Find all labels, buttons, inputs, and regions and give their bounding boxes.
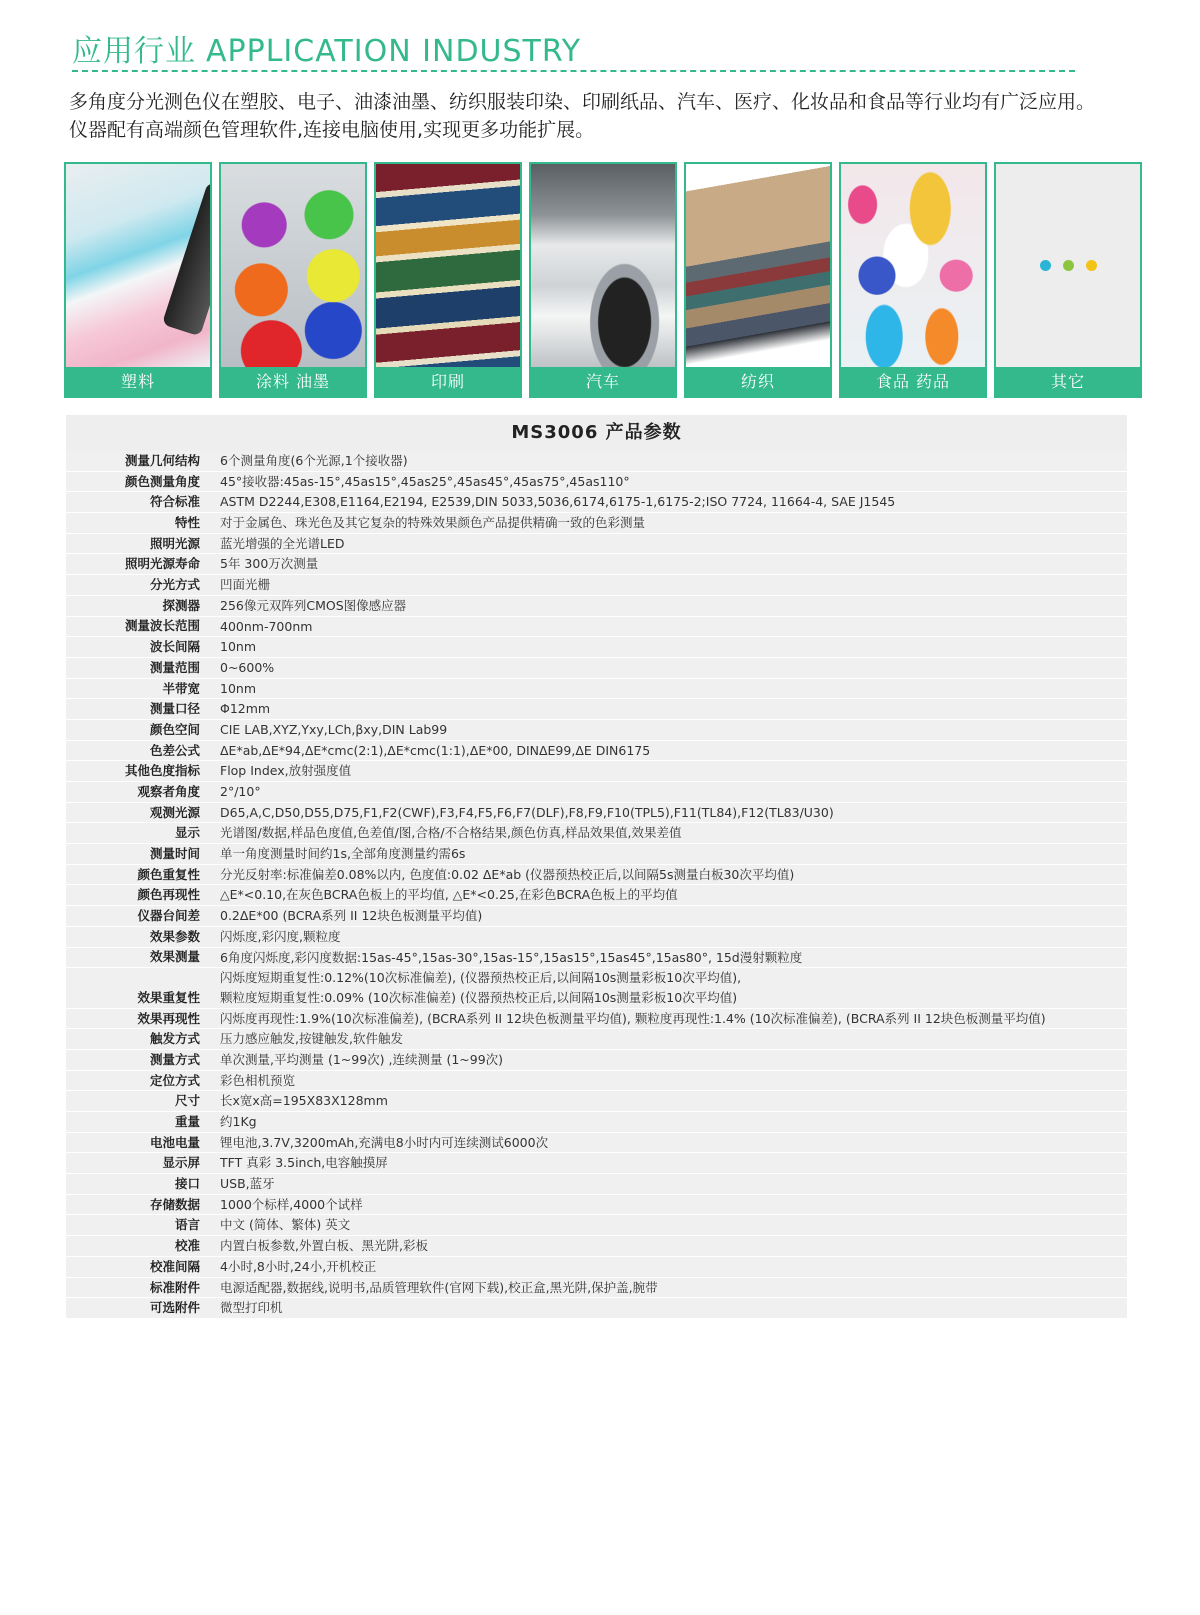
spec-rows bbox=[66, 451, 1127, 1319]
stacked-books-image bbox=[376, 164, 520, 367]
spec-value-line: 彩色相机预览 bbox=[220, 1072, 296, 1088]
spec-value-line: 内置白板参数,外置白板、黑光阱,彩板 bbox=[220, 1238, 428, 1254]
spec-key: 观测光源 bbox=[149, 804, 200, 820]
spec-row bbox=[66, 1112, 1127, 1133]
spec-key: 校准间隔 bbox=[149, 1258, 200, 1274]
folded-fabrics-image bbox=[686, 164, 830, 367]
spec-key: 效果重复性 bbox=[137, 989, 200, 1005]
dot-green bbox=[1063, 260, 1074, 271]
spec-value bbox=[220, 1278, 1127, 1298]
spec-row bbox=[66, 948, 1127, 969]
spec-value bbox=[220, 968, 1127, 1007]
spec-key: 显示屏 bbox=[162, 1155, 200, 1171]
industry-label: 汽车 bbox=[531, 367, 675, 396]
spec-value-line: 闪烁度再现性:1.9%(10次标准偏差), (BCRA系列 II 12块色板测量平均值), 颗粒度再现性:1.4% (10次标准偏差), (BCRA系列 II 12块色板测量平均值) bbox=[220, 1010, 1046, 1026]
spec-value-line: 10nm bbox=[220, 639, 257, 655]
industry-label: 其它 bbox=[996, 367, 1140, 396]
spec-value bbox=[220, 1112, 1127, 1132]
spec-key: 仪器台间差 bbox=[137, 908, 200, 924]
spec-row bbox=[66, 575, 1127, 596]
spec-row bbox=[66, 699, 1127, 720]
spec-key: 探测器 bbox=[162, 597, 200, 613]
spec-row bbox=[66, 1029, 1127, 1050]
spec-key: 测量方式 bbox=[149, 1051, 200, 1067]
spec-key: 效果参数 bbox=[149, 928, 200, 944]
industry-label: 纺织 bbox=[686, 367, 830, 396]
spec-value-line: 电源适配器,数据线,说明书,品质管理软件(官网下载),校正盒,黑光阱,保护盖,腕带 bbox=[220, 1279, 658, 1295]
spec-value bbox=[220, 927, 1127, 947]
spec-value-line: 10nm bbox=[220, 680, 257, 696]
spec-value-line: △E*<0.10,在灰色BCRA色板上的平均值, △E*<0.25,在彩色BCRA色板上的平均值 bbox=[220, 887, 678, 903]
other-placeholder-image bbox=[996, 164, 1140, 367]
spec-value-line: Φ12mm bbox=[220, 701, 271, 717]
spec-row bbox=[66, 1195, 1127, 1216]
spec-key: 颜色重复性 bbox=[137, 866, 200, 882]
spec-row bbox=[66, 472, 1127, 493]
spec-value bbox=[220, 885, 1127, 905]
spec-row bbox=[66, 906, 1127, 927]
spec-value bbox=[220, 782, 1127, 802]
industry-card-automotive[interactable] bbox=[529, 162, 677, 398]
spec-value-line: 单一角度测量时间约1s,全部角度测量约需6s bbox=[220, 846, 466, 862]
spec-row bbox=[66, 720, 1127, 741]
spec-key: 颜色测量角度 bbox=[124, 473, 200, 489]
spec-value-line: 6角度闪烁度,彩闪度数据:15as-45°,15as-30°,15as-15°,15as15°,15as45°,15as80°, 15d漫射颗粒度 bbox=[220, 949, 803, 965]
spec-value-line: 压力感应触发,按键触发,软件触发 bbox=[220, 1031, 403, 1047]
spec-value bbox=[220, 1029, 1127, 1049]
spec-value-line: 闪烁度短期重复性:0.12%(10次标准偏差), (仪器预热校正后,以间隔10s测量彩板10次平均值), bbox=[220, 970, 742, 986]
spec-value-line: 0~600% bbox=[220, 659, 275, 675]
intro-line: 仪器配有高端颜色管理软件,连接电脑使用,实现更多功能扩展。 bbox=[69, 119, 595, 141]
spec-value bbox=[220, 1050, 1127, 1070]
spec-value bbox=[220, 492, 1127, 512]
spec-key: 重量 bbox=[174, 1114, 200, 1129]
spec-row bbox=[66, 596, 1127, 617]
spec-value bbox=[220, 534, 1127, 554]
industry-label: 涂料 油墨 bbox=[221, 367, 365, 396]
spec-value-line: 对于金属色、珠光色及其它复杂的特殊效果颜色产品提供精确一致的色彩测量 bbox=[220, 515, 646, 531]
spec-value-line: ΔE*ab,ΔE*94,ΔE*cmc(2:1),ΔE*cmc(1:1),ΔE*00, DINΔE99,ΔE DIN6175 bbox=[220, 742, 651, 758]
spec-row bbox=[66, 741, 1127, 762]
spec-value-line: 闪烁度,彩闪度,颗粒度 bbox=[220, 928, 341, 944]
spec-value bbox=[220, 596, 1127, 616]
spec-row bbox=[66, 534, 1127, 555]
spec-value-line: USB,蓝牙 bbox=[220, 1176, 275, 1192]
spec-table bbox=[66, 415, 1127, 1319]
spec-row bbox=[66, 885, 1127, 906]
spec-row bbox=[66, 865, 1127, 886]
spec-value bbox=[220, 1257, 1127, 1277]
spec-key: 测量几何结构 bbox=[124, 452, 200, 468]
spec-value bbox=[220, 906, 1127, 926]
spec-key: 色差公式 bbox=[149, 742, 200, 758]
intro-text bbox=[69, 88, 1169, 144]
spec-value-line: 颗粒度短期重复性:0.09% (10次标准偏差) (仪器预热校正后,以间隔10s测量彩板10次平均值) bbox=[220, 989, 738, 1005]
spec-value bbox=[220, 1133, 1127, 1153]
spec-row bbox=[66, 1236, 1127, 1257]
spec-row bbox=[66, 803, 1127, 824]
spec-row bbox=[66, 782, 1127, 803]
pills-candy-image bbox=[841, 164, 985, 367]
spec-key: 标准附件 bbox=[149, 1279, 200, 1295]
spec-value bbox=[220, 513, 1127, 533]
spec-value bbox=[220, 1009, 1127, 1029]
spec-row bbox=[66, 1133, 1127, 1154]
spec-row bbox=[66, 513, 1127, 534]
spec-row bbox=[66, 617, 1127, 638]
industry-card-textile[interactable] bbox=[684, 162, 832, 398]
spec-value bbox=[220, 948, 1127, 968]
industry-card-printing[interactable] bbox=[374, 162, 522, 398]
spec-value-line: 45°接收器:45as-15°,45as15°,45as25°,45as45°,45as75°,45as110° bbox=[220, 473, 630, 489]
spec-key: 存储数据 bbox=[149, 1196, 200, 1212]
dashed-divider bbox=[72, 70, 1075, 72]
spec-key: 效果再现性 bbox=[137, 1010, 200, 1026]
spec-value bbox=[220, 575, 1127, 595]
spec-value-line: 长x宽x高=195X83X128mm bbox=[220, 1093, 388, 1109]
spec-value-line: 光谱图/数据,样品色度值,色差值/图,合格/不合格结果,颜色仿真,样品效果值,效果差值 bbox=[220, 825, 682, 841]
spec-value-line: 锂电池,3.7V,3200mAh,充满电8小时内可连续测试6000次 bbox=[220, 1134, 549, 1150]
spec-row bbox=[66, 1050, 1127, 1071]
spec-value-line: 4小时,8小时,24小,开机校正 bbox=[220, 1258, 377, 1274]
industry-label: 食品 药品 bbox=[841, 367, 985, 396]
spec-row bbox=[66, 968, 1127, 1008]
spec-value bbox=[220, 1215, 1127, 1235]
spec-row bbox=[66, 637, 1127, 658]
spec-key: 测量范围 bbox=[149, 659, 200, 675]
spec-key: 观察者角度 bbox=[137, 783, 200, 799]
spec-key: 颜色空间 bbox=[149, 721, 200, 737]
spec-row bbox=[66, 927, 1127, 948]
spec-row bbox=[66, 554, 1127, 575]
spec-row bbox=[66, 1153, 1127, 1174]
spec-value bbox=[220, 761, 1127, 781]
spec-key: 语言 bbox=[174, 1217, 200, 1233]
spec-key: 测量口径 bbox=[149, 701, 200, 717]
spec-key: 特性 bbox=[174, 515, 200, 531]
spec-value bbox=[220, 637, 1127, 657]
spec-value bbox=[220, 658, 1127, 678]
spec-value bbox=[220, 844, 1127, 864]
spec-key: 测量波长范围 bbox=[124, 618, 200, 634]
spec-value bbox=[220, 1236, 1127, 1256]
spec-value bbox=[220, 1153, 1127, 1173]
spec-row bbox=[66, 1278, 1127, 1299]
spec-row bbox=[66, 492, 1127, 513]
spec-value-line: Flop Index,放射强度值 bbox=[220, 763, 352, 779]
spec-key: 电池电量 bbox=[149, 1134, 200, 1150]
spec-row bbox=[66, 658, 1127, 679]
spec-value bbox=[220, 741, 1127, 761]
spec-key: 尺寸 bbox=[174, 1093, 200, 1109]
spec-row bbox=[66, 679, 1127, 700]
spec-row bbox=[66, 1257, 1127, 1278]
spec-value bbox=[220, 1195, 1127, 1215]
intro-line: 多角度分光测色仪在塑胶、电子、油漆油墨、纺织服装印染、印刷纸品、汽车、医疗、化妆品和食品等行业均有广泛应用。 bbox=[69, 91, 1096, 113]
spec-key: 定位方式 bbox=[149, 1072, 200, 1088]
spec-key: 触发方式 bbox=[149, 1031, 200, 1047]
industry-card-other[interactable] bbox=[994, 162, 1142, 398]
spec-value-line: 微型打印机 bbox=[220, 1300, 283, 1316]
spec-row bbox=[66, 1091, 1127, 1112]
spec-value-line: ASTM D2244,E308,E1164,E2194, E2539,DIN 5033,5036,6174,6175-1,6175-2;ISO 7724, 11664-4, SAE J1545 bbox=[220, 494, 896, 510]
spec-value bbox=[220, 1091, 1127, 1111]
spec-row bbox=[66, 1298, 1127, 1319]
spec-value-line: 单次测量,平均测量 (1~99次) ,连续测量 (1~99次) bbox=[220, 1051, 504, 1067]
spec-row bbox=[66, 823, 1127, 844]
spec-value bbox=[220, 699, 1127, 719]
spec-key: 半带宽 bbox=[162, 680, 200, 696]
three-dots-icon bbox=[1040, 260, 1097, 271]
paint-ink-cans-image bbox=[221, 164, 365, 367]
industry-card-paint-ink[interactable] bbox=[219, 162, 367, 398]
industry-label: 印刷 bbox=[376, 367, 520, 396]
spec-value-line: 0.2ΔE*00 (BCRA系列 II 12块色板测量平均值) bbox=[220, 908, 483, 924]
spec-row bbox=[66, 1071, 1127, 1092]
spec-value-line: D65,A,C,D50,D55,D75,F1,F2(CWF),F3,F4,F5,F6,F7(DLF),F8,F9,F10(TPL5),F11(TL84),F12(TL83/U30) bbox=[220, 804, 834, 820]
industry-card-food-medicine[interactable] bbox=[839, 162, 987, 398]
spec-key: 波长间隔 bbox=[149, 639, 200, 655]
spec-value-line: 400nm-700nm bbox=[220, 618, 313, 634]
spec-key: 其他色度指标 bbox=[124, 763, 200, 779]
dot-yellow bbox=[1086, 260, 1097, 271]
spec-value bbox=[220, 823, 1127, 843]
spec-value bbox=[220, 679, 1127, 699]
spec-value-line: 约1Kg bbox=[220, 1114, 257, 1130]
spec-value-line: 蓝光增强的全光谱LED bbox=[220, 535, 345, 551]
spec-row bbox=[66, 844, 1127, 865]
spec-value bbox=[220, 472, 1127, 492]
spec-value-line: 中文 (简体、繁体) 英文 bbox=[220, 1217, 351, 1233]
spec-value bbox=[220, 1071, 1127, 1091]
spec-key: 显示 bbox=[174, 825, 200, 841]
plastic-phone-cases-image bbox=[66, 164, 210, 367]
spec-key: 分光方式 bbox=[149, 577, 200, 593]
page-title bbox=[72, 26, 581, 70]
spec-value-line: TFT 真彩 3.5inch,电容触摸屏 bbox=[220, 1155, 388, 1171]
spec-key: 接口 bbox=[174, 1176, 200, 1192]
industry-card-plastic[interactable] bbox=[64, 162, 212, 398]
spec-value-line: 1000个标样,4000个试样 bbox=[220, 1196, 363, 1212]
spec-key: 校准 bbox=[174, 1238, 200, 1254]
spec-row bbox=[66, 1009, 1127, 1030]
spec-key: 效果测量 bbox=[149, 949, 200, 965]
spec-value-line: 256像元双阵列CMOS图像感应器 bbox=[220, 597, 407, 613]
spec-row bbox=[66, 761, 1127, 782]
spec-value-line: 6个测量角度(6个光源,1个接收器) bbox=[220, 453, 408, 468]
spec-value bbox=[220, 803, 1127, 823]
spec-value bbox=[220, 554, 1127, 574]
title-cn: 应用行业 bbox=[72, 34, 196, 69]
spec-value-line: CIE LAB,XYZ,Yxy,LCh,βxy,DIN Lab99 bbox=[220, 721, 448, 737]
spec-value bbox=[220, 1298, 1127, 1318]
spec-value-line: 分光反射率:标准偏差0.08%以内, 色度值:0.02 ΔE*ab (仪器预热校正后,以间隔5s测量白板30次平均值) bbox=[220, 866, 795, 882]
spec-key: 颜色再现性 bbox=[137, 887, 200, 903]
spec-value-line: 5年 300万次测量 bbox=[220, 556, 319, 572]
dot-blue bbox=[1040, 260, 1051, 271]
industry-gallery bbox=[64, 162, 1142, 398]
spec-value-line: 2°/10° bbox=[220, 784, 261, 799]
spec-value bbox=[220, 720, 1127, 740]
industry-label: 塑料 bbox=[66, 367, 210, 396]
silver-car-image bbox=[531, 164, 675, 367]
spec-row bbox=[66, 1215, 1127, 1236]
spec-value bbox=[220, 1174, 1127, 1194]
spec-value bbox=[220, 451, 1127, 471]
spec-row bbox=[66, 451, 1127, 472]
spec-row bbox=[66, 1174, 1127, 1195]
spec-key: 测量时间 bbox=[149, 846, 200, 862]
spec-key: 可选附件 bbox=[149, 1300, 200, 1316]
spec-value bbox=[220, 617, 1127, 637]
spec-value-line: 凹面光栅 bbox=[220, 577, 271, 593]
spec-key: 照明光源寿命 bbox=[124, 556, 200, 572]
spec-value bbox=[220, 865, 1127, 885]
title-en: APPLICATION INDUSTRY bbox=[206, 34, 582, 69]
spec-table-title: MS3006 产品参数 bbox=[66, 415, 1127, 451]
spec-key: 照明光源 bbox=[149, 535, 200, 551]
spec-key: 符合标准 bbox=[149, 494, 200, 510]
